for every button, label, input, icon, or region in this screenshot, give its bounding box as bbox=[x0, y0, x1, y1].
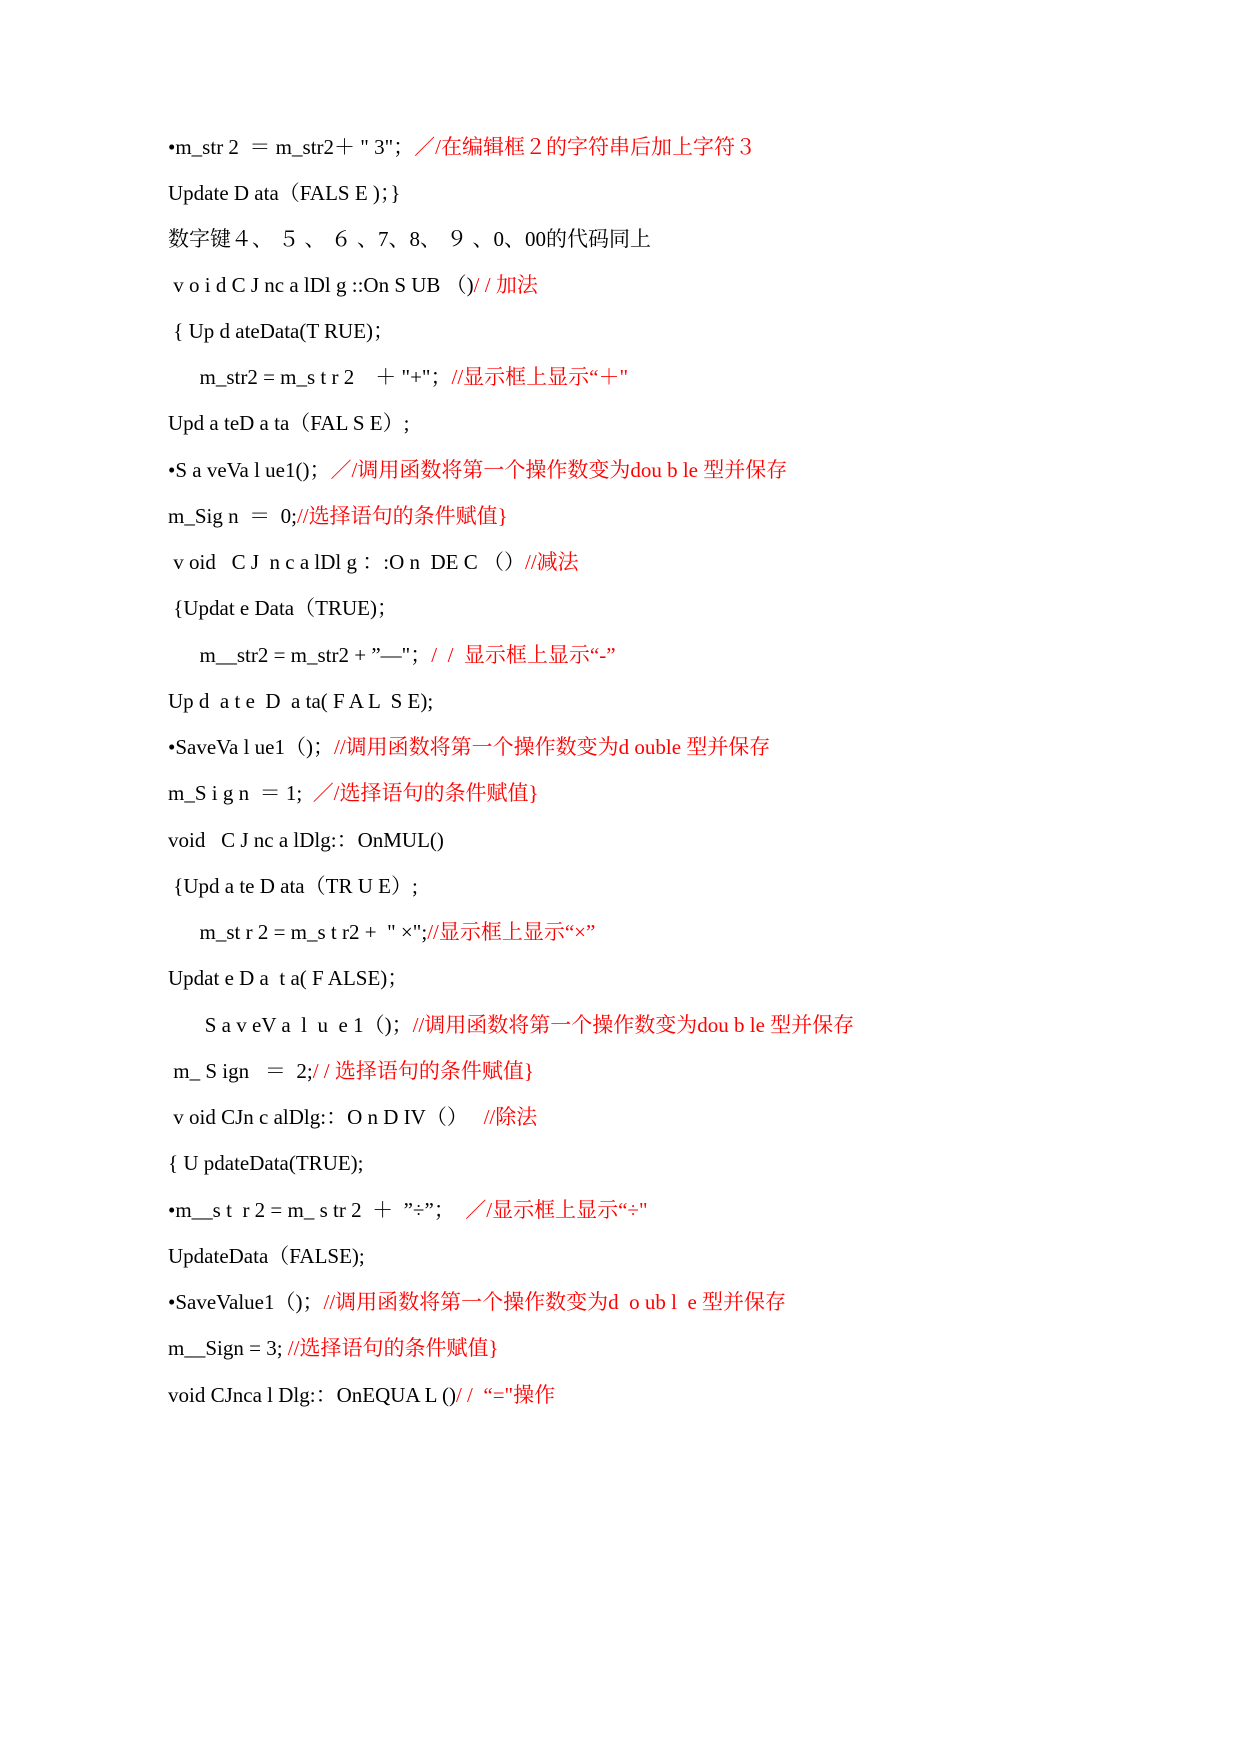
code-comment: ／/选择语句的条件赋值} bbox=[312, 781, 539, 805]
code-comment: / / 显示框上显示“-” bbox=[431, 643, 616, 667]
code-line bbox=[168, 226, 651, 252]
code-line bbox=[168, 827, 444, 853]
code-text: Update D ata（FALS E )；} bbox=[168, 181, 401, 205]
code-comment: //选择语句的条件赋值} bbox=[282, 1336, 499, 1360]
code-line bbox=[168, 410, 409, 436]
code-comment: / / “="操作 bbox=[455, 1383, 556, 1407]
code-line bbox=[168, 642, 616, 668]
code-text: •SaveValue1（)； bbox=[168, 1290, 324, 1314]
code-text: v oid CJn c alDlg:：O n D IV（） bbox=[168, 1105, 484, 1129]
code-text: •m__s t r 2 = m_ s tr 2 ＋ ”÷”； bbox=[168, 1198, 466, 1222]
code-text: •m_str 2 ＝ m_str2＋ " 3"； bbox=[168, 135, 415, 159]
code-text: m__str2 = m_str2 + ”—"； bbox=[168, 643, 432, 667]
code-comment: ／/显示框上显示“÷" bbox=[465, 1198, 648, 1222]
code-text: void CJnca l Dlg:：OnEQUA L () bbox=[168, 1383, 456, 1407]
code-text: { U pdateData(TRUE); bbox=[168, 1151, 364, 1175]
code-line bbox=[168, 1150, 364, 1176]
code-text: v o i d C J nc a lDl g ::On S UB （) bbox=[168, 273, 474, 297]
code-line bbox=[168, 780, 539, 806]
code-text: UpdateData（FALSE); bbox=[168, 1244, 365, 1268]
code-comment: ／/在编辑框２的字符串后加上字符３ bbox=[414, 135, 757, 159]
code-line bbox=[168, 134, 756, 160]
code-text: void C J nc a lDlg:：OnMUL() bbox=[168, 828, 444, 852]
code-line bbox=[168, 734, 770, 760]
code-line bbox=[168, 549, 579, 575]
code-line bbox=[168, 1058, 534, 1084]
code-text: •S a veVa l ue1()； bbox=[168, 458, 331, 482]
code-text: S a v eV a l u e 1（)； bbox=[168, 1013, 413, 1037]
code-line bbox=[168, 1012, 854, 1038]
code-line bbox=[168, 1197, 648, 1223]
code-line bbox=[168, 318, 394, 344]
code-comment: //调用函数将第一个操作数变为dou b le 型并保存 bbox=[412, 1013, 855, 1037]
code-comment: //除法 bbox=[483, 1105, 538, 1129]
code-text: m__Sign = 3; bbox=[168, 1336, 283, 1360]
code-text: Upd a teD a ta（FAL S E）; bbox=[168, 411, 410, 435]
code-text: Updat e D a t a( F ALSE)； bbox=[168, 966, 409, 990]
code-comment: / / 加法 bbox=[473, 273, 538, 297]
code-comment: //选择语句的条件赋值} bbox=[296, 504, 508, 528]
code-comment: //调用函数将第一个操作数变为d ouble 型并保存 bbox=[333, 735, 771, 759]
code-text: { Up d ateData(T RUE)； bbox=[168, 319, 395, 343]
code-text: m_st r 2 = m_s t r2 + " ×"; bbox=[168, 920, 428, 944]
code-text: {Upd a te D ata（TR U E）; bbox=[168, 874, 418, 898]
code-comment: //显示框上显示“×” bbox=[427, 920, 596, 944]
code-text: m_S i g n ＝ 1; bbox=[168, 781, 313, 805]
code-line bbox=[168, 272, 538, 298]
code-comment: / / 选择语句的条件赋值} bbox=[312, 1059, 534, 1083]
code-line bbox=[168, 595, 398, 621]
code-line bbox=[168, 688, 433, 714]
code-text: Up d a t e D a ta( F A L S E); bbox=[168, 689, 434, 713]
code-text: m_Sig n ＝ 0; bbox=[168, 504, 297, 528]
code-text: v oid C J n c a lDl g ：:O n DE C （） bbox=[168, 550, 525, 574]
code-comment: //减法 bbox=[525, 550, 579, 574]
code-text: 数字键４、 ５ 、 ６ 、7、8、 ９ 、0、00的代码同上 bbox=[168, 227, 651, 251]
code-line bbox=[168, 965, 408, 991]
code-line bbox=[168, 1382, 555, 1408]
code-text: m_ S ign ＝ 2; bbox=[168, 1059, 313, 1083]
code-text: m_str2 = m_s t r 2 ＋ "+"； bbox=[168, 365, 452, 389]
code-line bbox=[168, 503, 508, 529]
code-line bbox=[168, 1289, 786, 1315]
code-comment: ／/调用函数将第一个操作数变为dou b le 型并保存 bbox=[330, 458, 788, 482]
code-line bbox=[168, 180, 400, 206]
code-line bbox=[168, 364, 628, 390]
code-line bbox=[168, 919, 595, 945]
code-line bbox=[168, 1335, 499, 1361]
code-line bbox=[168, 457, 787, 483]
code-line bbox=[168, 1104, 537, 1130]
code-comment: //调用函数将第一个操作数变为d o ub l e 型并保存 bbox=[323, 1290, 787, 1314]
code-text: {Updat e Data（TRUE)； bbox=[168, 596, 398, 620]
code-comment: //显示框上显示“＋" bbox=[451, 365, 629, 389]
code-text: •SaveVa l ue1（)； bbox=[168, 735, 334, 759]
code-line bbox=[168, 873, 418, 899]
code-line bbox=[168, 1243, 365, 1269]
